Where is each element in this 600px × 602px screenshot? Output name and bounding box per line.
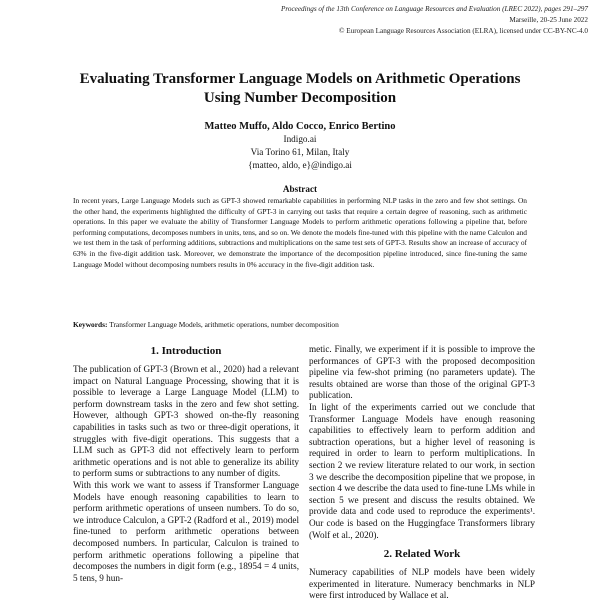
proceedings-header <box>158 4 588 37</box>
intro-paragraph-1: The publication of GPT-3 (Brown et al., 2020) had a relevant impact on Natural Language Processing, showing that it is possible to leverage a Large Language Model (LLM) to perform downstream tasks in the zero and few shot setting. However, although GPT-3 showed on-the-fly reasoning capabilities in tasks such as two or three-digit operations, it struggles with five-digit operations. This suggests that a LLM such as GPT-3 did not effectively learn to perform arithmetic operations and is not able to generalize its ability to perform sums or subtractions to any number of digits. <box>73 364 299 479</box>
right-paragraph-2: In light of the experiments carried out we conclude that Transformer Language Models have enough reasoning capabilities to effectively learn to perform addition and subtraction operations, but a higher level of reasoning is required in order to learn to perform multiplications. In section 2 we review literature related to our work, in section 3 we describe the decomposition pipeline that we propose, in section 4 we describe the data used to fine-tune LMs while in section 5 we present and discuss the results obtained. We provide data and code used to reproduce the experiments¹. Our code is based on the Huggingface Transformers library (Wolf et al., 2020). <box>309 401 535 540</box>
author-block <box>0 120 600 172</box>
keywords-label: Keywords: <box>73 320 108 329</box>
keywords <box>73 320 527 330</box>
keywords-text: Transformer Language Models, arithmetic operations, number decomposition <box>107 320 339 329</box>
author-names: Matteo Muffo, Aldo Cocco, Enrico Bertino <box>204 121 396 132</box>
right-column <box>309 344 535 602</box>
title-line-1: Evaluating Transformer Language Models on Arithmetic Operations <box>79 71 521 87</box>
related-paragraph-1: Numeracy capabilities of NLP models have been widely experimented in literature. Numeracy benchmarks in NLP were first introduced by Wallace et al. <box>309 567 535 601</box>
title-line-2: Using Number Decomposition <box>203 90 397 106</box>
author-address: Via Torino 61, Milan, Italy <box>250 147 350 157</box>
intro-paragraph-2: With this work we want to assess if Transformer Language Models have enough reasoning capabilities to learn to perform arithmetic operations of unseen numbers. To do so, we introduce Calculon, a GPT-2 (Radford et al., 2019) model fine-tuned to perform arithmetic operations between decomposed numbers. In particular, Calculon is trained to perform arithmetic operations following a pipeline that decomposes the numbers in digit form (e.g., 18954 = 4 units, 5 tens, 9 hun- <box>73 479 299 583</box>
abstract-text: In recent years, Large Language Models such as GPT-3 showed remarkable capabilities in performing NLP tasks in the zero and few shot settings. On the other hand, the experiments highlighted the difficulty of GPT-3 in carrying out tasks that require a certain degree of reasoning, such as arithmetic operations. In this paper we evaluate the ability of Transformer Language Models to perform arithmetic operations following a pipeline that, before performing computations, decomposes numbers in units, tens, and so on. We denote the models fine-tuned with this pipeline with the name Calculon and we test them in the task of performing additions, subtractions and multiplications on the same test sets of GPT-3. Results show an increase of accuracy of 63% in the five-digit addition task. Moreover, we demonstrate the importance of the decomposition pipeline introduced, since fine-tuning the same Language Model without decomposing numbers results in 0% accuracy in the five-digit addition task. <box>73 196 527 269</box>
left-column <box>73 344 299 584</box>
introduction-heading: 1. Introduction <box>150 345 222 357</box>
right-paragraph-1: metic. Finally, we experiment if it is possible to improve the performances of GPT-3 with the proposed decomposition pipeline via few-shot priming (no parameters update). The results obtained are worse than those of the original GPT-3 publication. <box>309 344 535 401</box>
related-work-heading: 2. Related Work <box>383 548 461 561</box>
paper-title <box>30 70 570 108</box>
author-affiliation: Indigo.ai <box>283 134 317 144</box>
header-line-2: Marseille, 20-25 June 2022 <box>509 16 588 24</box>
author-email: {matteo, aldo, e}@indigo.ai <box>248 160 352 170</box>
abstract-heading: Abstract <box>282 184 318 194</box>
header-line-1: Proceedings of the 13th Conference on Language Resources and Evaluation (LREC 2022), pages 291–297 <box>280 5 588 13</box>
header-line-3: © European Language Resources Association (ELRA), licensed under CC-BY-NC-4.0 <box>339 27 588 35</box>
